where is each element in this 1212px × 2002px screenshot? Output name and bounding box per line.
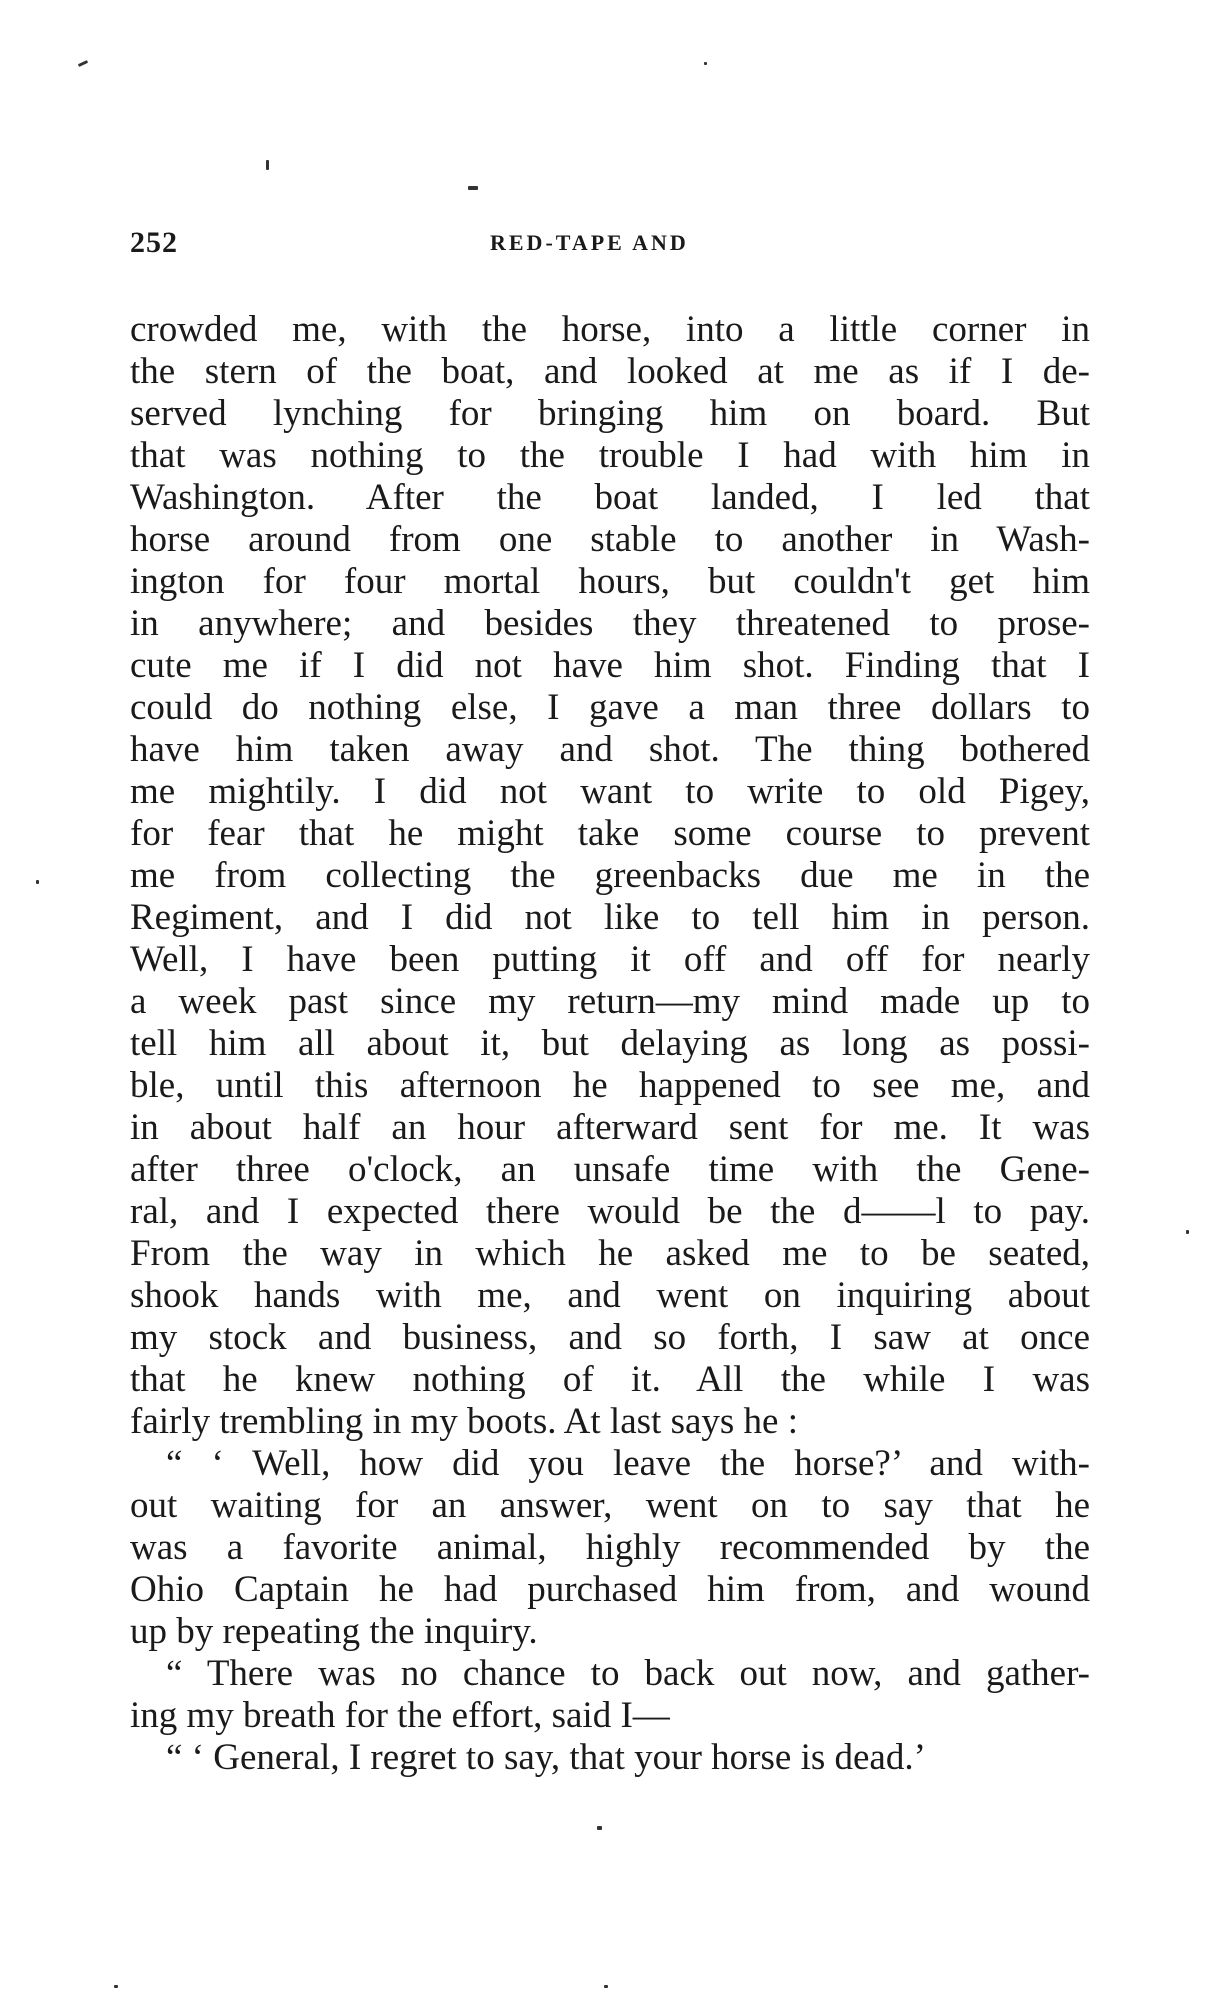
text-line: me from collecting the greenbacks due me in the [130, 855, 1090, 896]
text-line: crowded me, with the horse, into a little corner in [130, 309, 1090, 350]
page-number: 252 [130, 226, 178, 259]
text-line: that he knew nothing of it. All the while I was [130, 1359, 1090, 1400]
text-line: that was nothing to the trouble I had with him in [130, 435, 1090, 476]
text-line: ington for four mortal hours, but couldn't get him [130, 561, 1090, 602]
text-line: a week past since my return—my mind made up to [130, 981, 1090, 1022]
text-line: “ There was no chance to back out now, and gather- [166, 1653, 1090, 1694]
running-head [130, 226, 1090, 266]
running-title: RED-TAPE AND [490, 230, 689, 255]
text-line: Well, I have been putting it off and off for nearly [130, 939, 1090, 980]
text-line: after three o'clock, an unsafe time with the Gene- [130, 1149, 1090, 1190]
body-text [130, 309, 1090, 1779]
ink-speck [468, 186, 478, 190]
text-line: Regiment, and I did not like to tell him in person. [130, 897, 1090, 938]
text-line: “ ‘ General, I regret to say, that your horse is dead.’ [166, 1737, 926, 1778]
text-line: served lynching for bringing him on board. But [130, 393, 1090, 434]
ink-speck [597, 1826, 602, 1830]
text-line: From the way in which he asked me to be seated, [130, 1233, 1090, 1274]
text-line: in about half an hour afterward sent for me. It was [130, 1107, 1090, 1148]
text-line: ing my breath for the effort, said I— [130, 1695, 670, 1736]
text-line: shook hands with me, and went on inquiring about [130, 1275, 1090, 1316]
text-line: tell him all about it, but delaying as long as possi- [130, 1023, 1090, 1064]
ink-speck [114, 1985, 118, 1988]
text-line: my stock and business, and so forth, I saw at once [130, 1317, 1090, 1358]
ink-speck [604, 1985, 608, 1988]
text-line: could do nothing else, I gave a man three dollars to [130, 687, 1090, 728]
text-line: Washington. After the boat landed, I led that [130, 477, 1090, 518]
text-line: out waiting for an answer, went on to say that he [130, 1485, 1090, 1526]
text-line: have him taken away and shot. The thing bothered [130, 729, 1090, 770]
text-line: for fear that he might take some course to prevent [130, 813, 1090, 854]
ink-speck [704, 62, 707, 65]
ink-speck [1186, 1230, 1189, 1234]
ink-speck [266, 160, 269, 170]
text-line: was a favorite animal, highly recommended by the [130, 1527, 1090, 1568]
text-line: me mightily. I did not want to write to old Pigey, [130, 771, 1090, 812]
text-line: “ ‘ Well, how did you leave the horse?’ and with- [166, 1443, 1090, 1484]
ink-speck [78, 60, 88, 67]
text-line: ral, and I expected there would be the d——l to pay. [130, 1191, 1090, 1232]
paragraph [130, 309, 1090, 1443]
text-line: horse around from one stable to another in Wash- [130, 519, 1090, 560]
text-line: up by repeating the inquiry. [130, 1611, 538, 1652]
ink-speck [36, 880, 39, 884]
paragraph [130, 1443, 1090, 1653]
text-line: fairly trembling in my boots. At last says he : [130, 1401, 798, 1442]
text-line: in anywhere; and besides they threatened to prose- [130, 603, 1090, 644]
paragraph [130, 1653, 1090, 1737]
text-line: ble, until this afternoon he happened to see me, and [130, 1065, 1090, 1106]
text-line: cute me if I did not have him shot. Finding that I [130, 645, 1090, 686]
text-line: Ohio Captain he had purchased him from, and wound [130, 1569, 1090, 1610]
text-line: the stern of the boat, and looked at me as if I de- [130, 351, 1090, 392]
paragraph [130, 1737, 1090, 1779]
